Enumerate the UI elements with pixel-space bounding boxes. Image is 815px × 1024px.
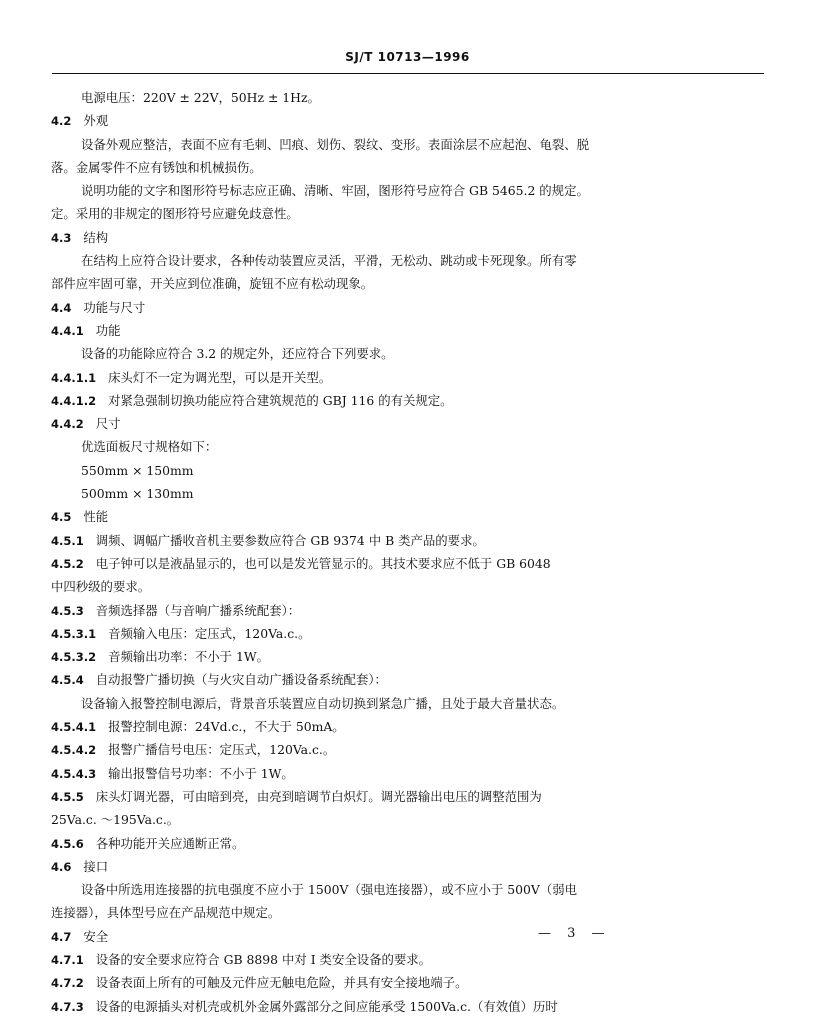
section-heading bbox=[51, 668, 771, 691]
section-number: 4.4 bbox=[51, 300, 72, 315]
section-text: 结构 bbox=[83, 229, 109, 245]
section-text: 床头灯调光器，可由暗到亮，由亮到暗调节白炽灯。调光器输出电压的调整范围为 bbox=[95, 788, 542, 804]
paragraph-line: 电源电压：220V ± 22V，50Hz ± 1Hz。 bbox=[81, 90, 320, 105]
section-heading bbox=[51, 366, 771, 389]
section-text: 外观 bbox=[83, 113, 109, 129]
section-number: 4.5.2 bbox=[51, 556, 84, 571]
section-heading bbox=[51, 529, 771, 552]
section-text: 设备表面上所有的可触及元件应无触电危险，并具有安全接地端子。 bbox=[95, 975, 468, 991]
header-rule bbox=[52, 73, 764, 74]
section-text: 功能 bbox=[95, 322, 121, 338]
section-heading bbox=[51, 109, 771, 132]
paragraph-line: 在结构上应符合设计要求，各种传动装置应灵活，平滑，无松动、跳动或卡死现象。所有零 bbox=[81, 253, 577, 269]
paragraph-line: 说明功能的文字和图形符号标志应正确、清晰、牢固，图形符号应符合 GB 5465.2 的规定。 bbox=[81, 183, 589, 199]
section-heading bbox=[51, 785, 771, 808]
section-heading bbox=[51, 715, 771, 738]
section-text: 调频、调幅广播收音机主要参数应符合 GB 9374 中 B 类产品的要求。 bbox=[95, 532, 485, 548]
section-text: 音频输入电压：定压式，120Va.c.。 bbox=[108, 625, 311, 641]
continuation-line: 连接器），具体型号应在产品规范中规定。 bbox=[51, 905, 281, 921]
section-text: 尺寸 bbox=[95, 416, 121, 432]
continuation-line: 25Va.c. ～195Va.c.。 bbox=[51, 812, 180, 828]
section-text: 音频输出功率：不小于 1W。 bbox=[108, 649, 269, 665]
section-text: 报警广播信号电压：定压式，120Va.c.。 bbox=[108, 742, 336, 758]
section-number: 4.5.1 bbox=[51, 533, 84, 548]
section-heading bbox=[51, 226, 771, 249]
section-text: 性能 bbox=[83, 509, 109, 525]
section-number: 4.3 bbox=[51, 230, 72, 245]
section-text: 自动报警广播切换（与火灾自动广播设备系统配套）： bbox=[95, 672, 387, 688]
continuation-line: 定。采用的非规定的图形符号应避免歧意性。 bbox=[51, 206, 299, 222]
section-number: 4.5.4 bbox=[51, 673, 84, 688]
section-number: 4.5.3 bbox=[51, 603, 84, 618]
section-heading bbox=[51, 995, 771, 1018]
section-heading bbox=[51, 552, 771, 575]
section-number: 4.7 bbox=[51, 929, 72, 944]
section-heading bbox=[51, 389, 771, 412]
paragraph-line: 设备的功能除应符合 3.2 的规定外，还应符合下列要求。 bbox=[81, 346, 394, 362]
continuation-line: 部件应牢固可靠，开关应到位准确，旋钮不应有松动现象。 bbox=[51, 276, 374, 292]
section-number: 4.4.1 bbox=[51, 323, 84, 338]
section-number: 4.5.4.1 bbox=[51, 720, 97, 735]
section-number: 4.5 bbox=[51, 510, 72, 525]
section-number: 4.6 bbox=[51, 859, 72, 874]
section-heading bbox=[51, 948, 771, 971]
section-heading bbox=[51, 925, 771, 948]
standard-code-header: SJ/T 10713—1996 bbox=[345, 50, 470, 64]
section-number: 4.7.2 bbox=[51, 976, 84, 991]
section-heading bbox=[51, 971, 771, 994]
section-text: 设备的安全要求应符合 GB 8898 中对 Ⅰ 类安全设备的要求。 bbox=[95, 951, 432, 967]
section-heading bbox=[51, 412, 771, 435]
section-text: 安全 bbox=[83, 928, 109, 944]
section-number: 4.5.3.2 bbox=[51, 650, 97, 665]
section-heading bbox=[51, 762, 771, 785]
section-number: 4.7.1 bbox=[51, 952, 84, 967]
section-text: 音频选择器（与音响广播系统配套）： bbox=[95, 602, 301, 618]
section-number: 4.2 bbox=[51, 114, 72, 129]
section-text: 床头灯不一定为调光型，可以是开关型。 bbox=[108, 369, 332, 385]
section-number: 4.5.6 bbox=[51, 836, 84, 851]
section-text: 各种功能开关应通断正常。 bbox=[95, 835, 245, 851]
continuation-line: 落。金属零件不应有锈蚀和机械损伤。 bbox=[51, 159, 262, 175]
section-number: 4.5.4.2 bbox=[51, 743, 97, 758]
section-number: 4.7.3 bbox=[51, 999, 84, 1014]
section-text: 输出报警信号功率：不小于 1W。 bbox=[108, 765, 294, 781]
section-heading bbox=[51, 738, 771, 761]
paragraph-line: 550mm × 150mm bbox=[81, 462, 194, 478]
section-heading bbox=[51, 622, 771, 645]
section-text: 对紧急强制切换功能应符合建筑规范的 GBJ 116 的有关规定。 bbox=[108, 392, 453, 408]
section-text: 功能与尺寸 bbox=[83, 299, 146, 315]
paragraph-line: 优选面板尺寸规格如下： bbox=[81, 439, 218, 455]
section-number: 4.5.3.1 bbox=[51, 626, 97, 641]
section-heading bbox=[51, 296, 771, 319]
paragraph-line: 设备中所选用连接器的抗电强度不应小于 1500V（强电连接器），或不应小于 500V（弱电 bbox=[81, 882, 578, 898]
section-heading bbox=[51, 855, 771, 878]
document-body bbox=[51, 86, 771, 1018]
section-number: 4.4.1.1 bbox=[51, 370, 97, 385]
section-number: 4.4.1.2 bbox=[51, 393, 97, 408]
paragraph-line: 500mm × 130mm bbox=[81, 486, 194, 502]
section-number: 4.4.2 bbox=[51, 417, 84, 432]
section-text: 接口 bbox=[83, 858, 109, 874]
section-heading bbox=[51, 505, 771, 528]
continuation-line: 中四秒级的要求。 bbox=[51, 579, 151, 595]
paragraph-line: 设备输入报警控制电源后，背景音乐装置应自动切换到紧急广播，且处于最大音量状态。 bbox=[81, 695, 565, 711]
section-number: 4.5.5 bbox=[51, 789, 84, 804]
section-heading bbox=[51, 599, 771, 622]
section-heading bbox=[51, 832, 771, 855]
section-text: 电子钟可以是液晶显示的，也可以是发光管显示的。其技术要求应不低于 GB 6048 bbox=[95, 555, 551, 571]
section-text: 报警控制电源：24Vd.c.，不大于 50mA。 bbox=[108, 719, 345, 735]
section-number: 4.5.4.3 bbox=[51, 766, 97, 781]
section-heading bbox=[51, 319, 771, 342]
page-number: — 3 — bbox=[538, 926, 611, 941]
section-text: 设备的电源插头对机壳或机外金属外露部分之间应能承受 1500Va.c.（有效值）历时 bbox=[95, 998, 558, 1014]
paragraph-line: 设备外观应整洁，表面不应有毛刺、凹痕、划伤、裂纹、变形。表面涂层不应起泡、龟裂、脱 bbox=[81, 136, 590, 152]
section-heading bbox=[51, 645, 771, 668]
